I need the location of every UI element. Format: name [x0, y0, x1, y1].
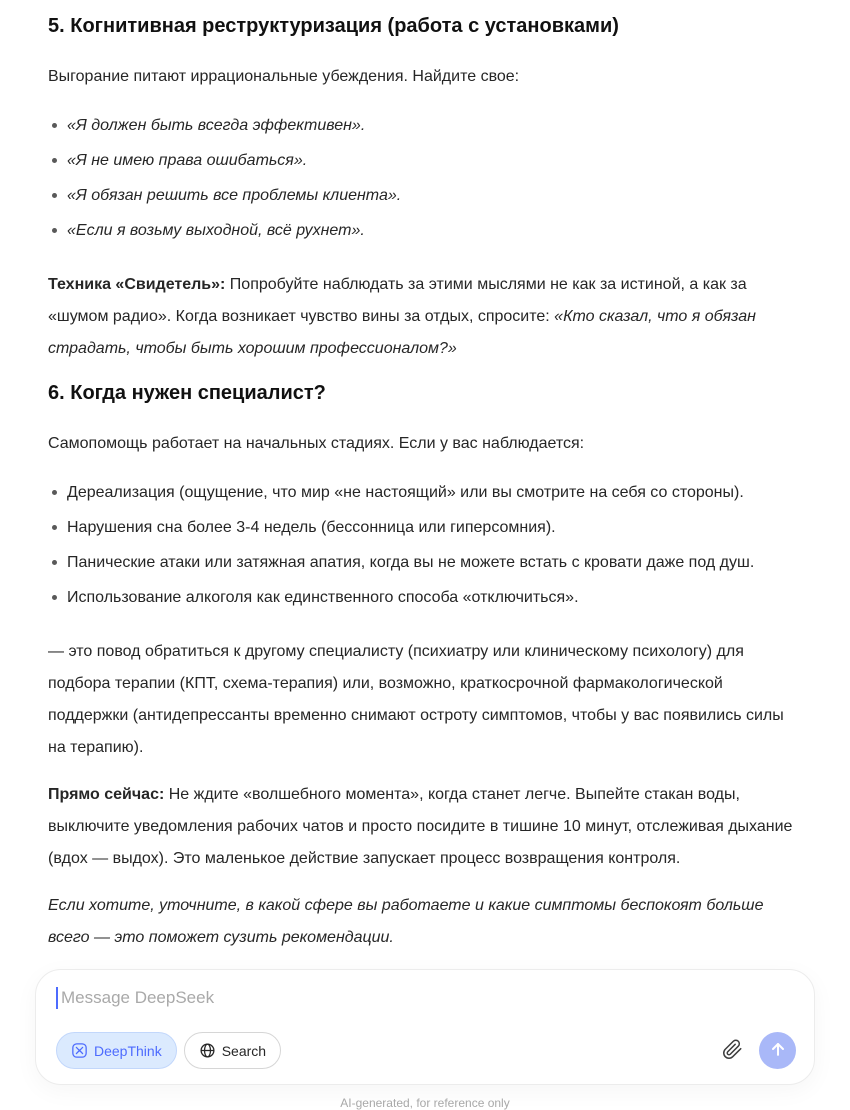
list-item: Панические атаки или затяжная апатия, когда вы не можете встать с кровати даже под душ.: [48, 551, 802, 574]
list-item: «Я должен быть всегда эффективен».: [48, 114, 802, 137]
right-now-body: Не ждите «волшебного момента», когда станет легче. Выпейте стакан воды, выключите уведомления рабочих чатов и просто посидите в тишине 10 минут, отслеживая дыхание (вдох — выдох). Это маленькое действие запускает процесс возвращения контроля.: [48, 786, 793, 867]
list-item: Дереализация (ощущение, что мир «не настоящий» или вы смотрите на себя со стороны).: [48, 481, 802, 504]
section-5-heading: 5. Когнитивная реструктуризация (работа с установками): [48, 15, 619, 37]
list-item: Использование алкоголя как единственного способа «отключиться».: [48, 586, 802, 609]
right-now-lead: Прямо сейчас:: [48, 786, 165, 803]
deepthink-button-label: DeepThink: [94, 1042, 162, 1059]
ai-disclaimer: AI-generated, for reference only: [340, 1096, 510, 1110]
right-now-paragraph: [48, 779, 802, 875]
section-6-intro: Самопомощь работает на начальных стадиях. Если у вас наблюдается:: [48, 435, 585, 452]
section-6-heading: 6. Когда нужен специалист?: [48, 382, 326, 404]
arrow-up-icon: [768, 1039, 788, 1062]
irrational-beliefs-list: [48, 114, 802, 242]
section-5-intro: Выгорание питают иррациональные убеждения. Найдите свое:: [48, 68, 520, 85]
followup-paragraph: Если хотите, уточните, в какой сфере вы работаете и какие симптомы беспокоят больше всего — это поможет сузить рекомендации.: [48, 897, 764, 946]
message-composer: [35, 969, 815, 1085]
list-item: «Я не имею права ошибаться».: [48, 149, 802, 172]
technique-lead: Техника «Свидетель»:: [48, 276, 226, 293]
warning-signs-list: [48, 481, 802, 609]
text-caret: [56, 987, 58, 1009]
message-input[interactable]: [56, 987, 796, 1009]
technique-body: Попробуйте наблюдать за этими мыслями не как за истиной, а как за «шумом радио». Когда возникает чувство вины за отдых, спросите:: [48, 276, 747, 325]
list-item: «Я обязан решить все проблемы клиента».: [48, 184, 802, 207]
attach-file-button[interactable]: [718, 1035, 747, 1067]
specialist-conclusion: — это повод обратиться к другому специалисту (психиатру или клиническому психологу) для подбора терапии (КПТ, схема-терапия) или, возможно, краткосрочной фармакологической поддержки (антидепрессанты временно снимают остроту симптомов, чтобы у вас появились силы на терапию).: [48, 643, 784, 756]
technique-paragraph: [48, 269, 802, 365]
list-item: «Если я возьму выходной, всё рухнет».: [48, 219, 802, 242]
paperclip-icon: [722, 1039, 743, 1063]
list-item: Нарушения сна более 3-4 недель (бессонница или гиперсомния).: [48, 516, 802, 539]
technique-quote: «Кто сказал, что я обязан страдать, чтобы быть хорошим профессионалом?»: [48, 308, 756, 357]
message-input-placeholder: Message DeepSeek: [61, 988, 215, 1007]
globe-icon: [199, 1042, 216, 1059]
deepthink-atom-icon: [71, 1042, 88, 1059]
search-button-label: Search: [221, 1042, 267, 1059]
